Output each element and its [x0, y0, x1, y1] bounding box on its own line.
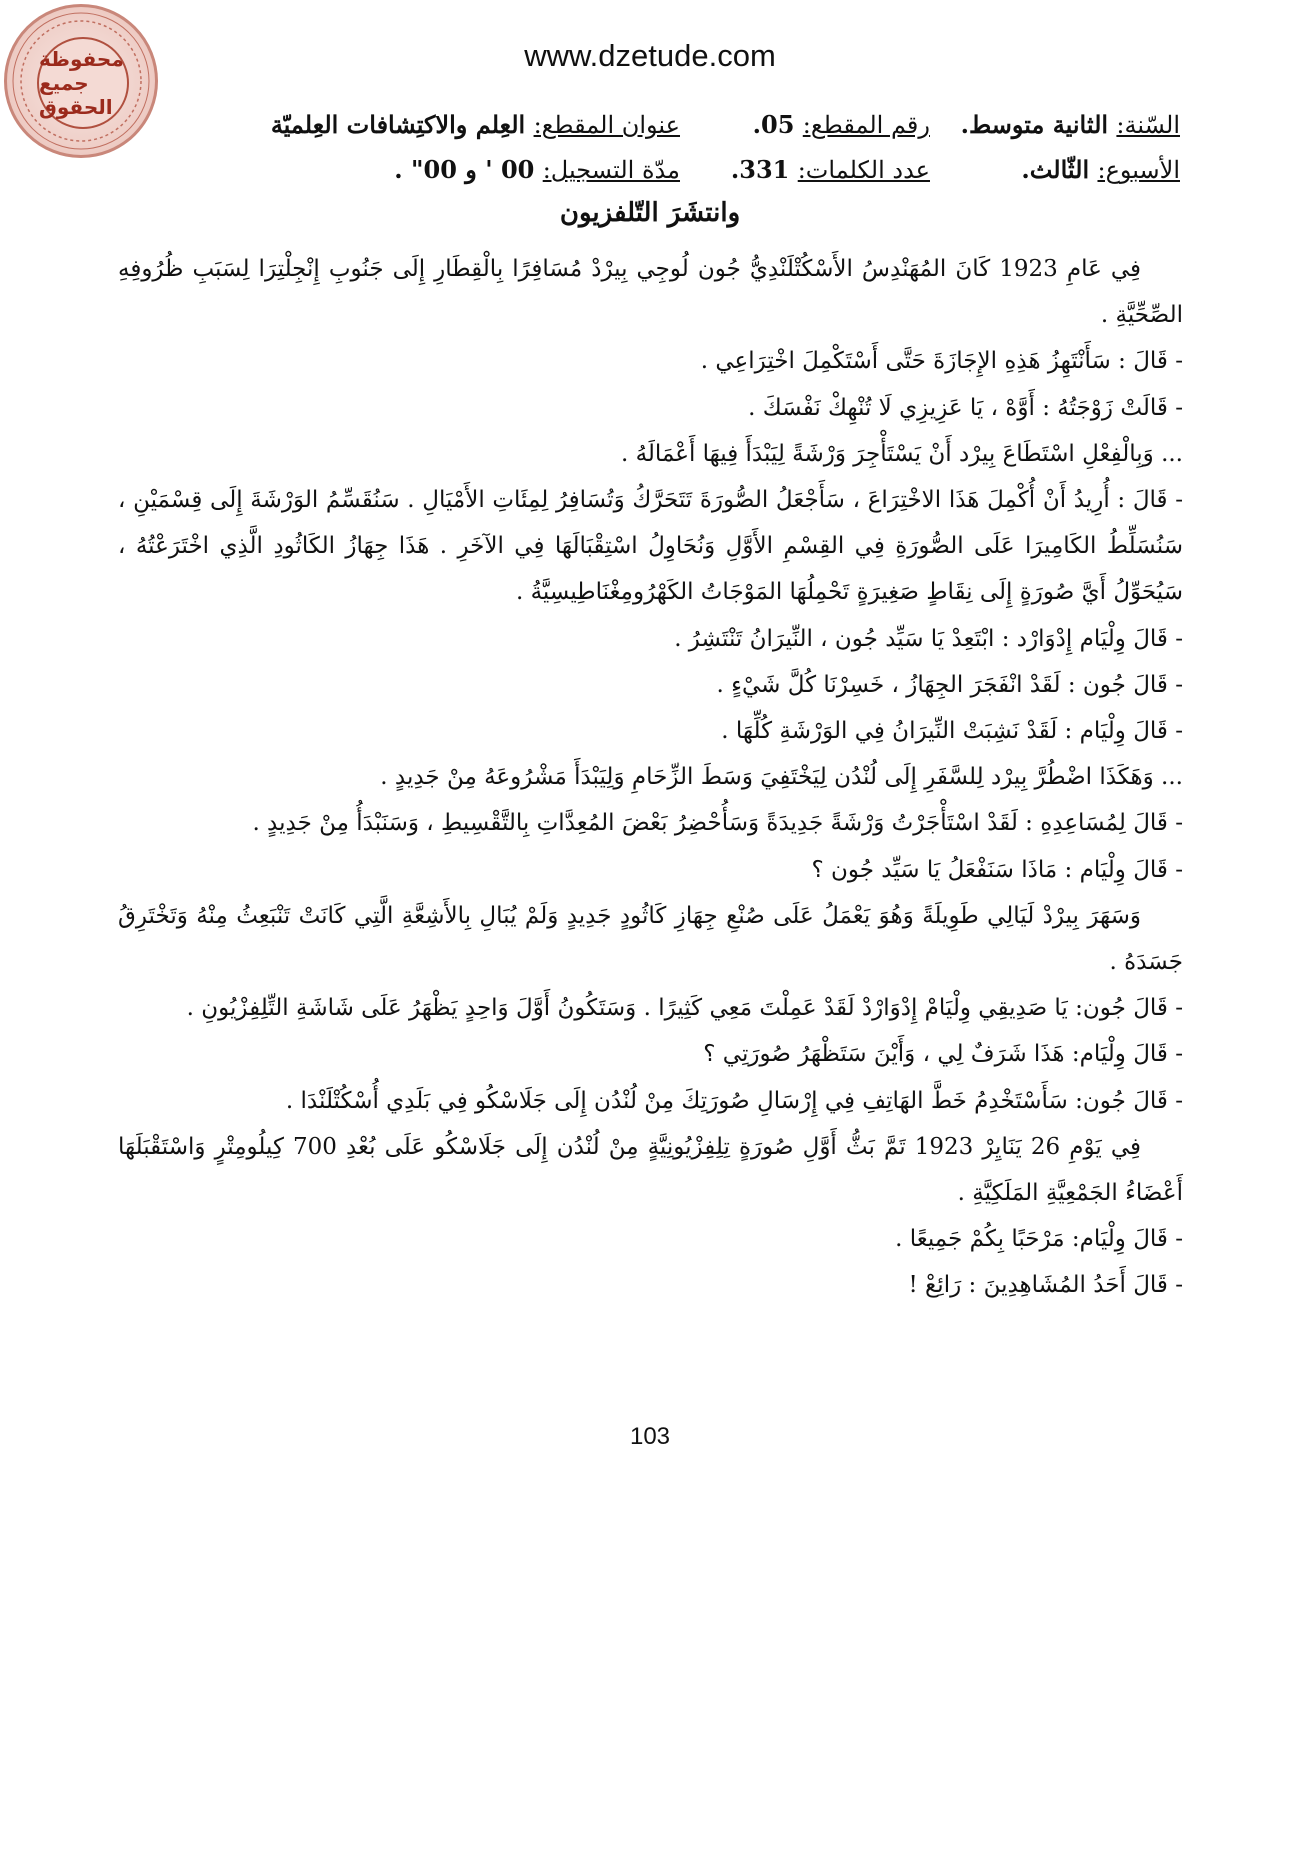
- paragraph: ... وَهَكَذَا اضْطُرَّ بِيرْد لِلسَّفَرِ إِلَى لُنْدُن لِيَخْتَفِيَ وَسَطَ الزِّحَامِ وَلِيَبْدَأَ مَشْرُوعَهُ مِنْ جَدِيدٍ .: [380, 764, 1183, 791]
- week-value: الثّالث.: [1021, 155, 1090, 184]
- paragraph: - قَالَ أَحَدُ المُشَاهِدِينَ : رَائِعْ !: [908, 1272, 1183, 1299]
- unit-title: [271, 110, 680, 139]
- week: [1021, 155, 1180, 184]
- recording-duration: [394, 155, 680, 184]
- paragraph: - قَالَتْ زَوْجَتُهُ : أَوَّهْ ، يَا عَزِيزِي لَا تُنْهِكْ نَفْسَكَ .: [748, 394, 1183, 421]
- unit-title-value: العِلم والاكتِشافات العِلميّة: [270, 110, 526, 139]
- meta-row-1: [180, 110, 1180, 150]
- paragraph: - قَالَ جُون: يَا صَدِيقِي وِلْيَامْ إِدْوَارْدْ لَقَدْ عَمِلْتَ مَعِي كَثِيرًا . وَسَتَكُونُ أَوَّلَ وَاحِدٍ يَظْهَرُ عَلَى شَاشَةِ التِّلِفِزْيُونِ .: [186, 995, 1183, 1022]
- paragraph: - قَالَ لِمُسَاعِدِهِ : لَقَدْ اسْتَأْجَرْتُ وَرْشَةً جَدِيدَةً وَسَأُحْضِرُ بَعْضَ المُعِدَّاتِ بِالتَّقْسِيطِ ، وَسَنَبْدَأُ مِنْ جَدِيدٍ .: [252, 810, 1183, 837]
- word-count-value: 331.: [730, 155, 790, 184]
- paragraph: - قَالَ جُون : لَقَدْ انْفَجَرَ الجِهَازُ ، خَسِرْنَا كُلَّ شَيْءٍ .: [716, 671, 1183, 698]
- paragraph: - قَالَ : سَأَنْتَهِزُ هَذِهِ الإِجَازَةَ حَتَّى أَسْتَكْمِلَ اخْتِرَاعِي .: [700, 348, 1183, 375]
- paragraph: - قَالَ جُون: سَأَسْتَخْدِمُ خَطَّ الهَاتِفِ فِي إِرْسَالِ صُورَتِكَ مِنْ لُنْدُن إِلَى جَلَاسْكُو فِي بَلَدِي أُسْكُتْلَنْدَا .: [285, 1087, 1183, 1114]
- unit-title-label: عنوان المقطع:: [533, 111, 680, 139]
- paragraph: فِي عَامِ 1923 كَانَ المُهَنْدِسُ الأَسْكُتْلَنْدِيُّ جُون لُوجِي بِيرْدْ مُسَافِرًا بِالْقِطَارِ إِلَى جَنُوبِ إِنْجِلْتِرَا لِسَبَبِ ظُرُوفِهِ الصِّحِّيَّةِ .: [118, 256, 1183, 329]
- paragraph: فِي يَوْمِ 26 يَنَايِرْ 1923 تَمَّ بَثُّ أَوَّلِ صُورَةٍ تِلِفِزْيُونِيَّةٍ مِنْ لُنْدُن إِلَى جَلَاسْكُو عَلَى بُعْدِ 700 كِيلُومِتْرٍ وَاسْتَقْبَلَهَا أَعْضَاءُ الجَمْعِيَّةِ المَلَكِيَّةِ .: [118, 1133, 1183, 1207]
- school-year: [961, 110, 1180, 139]
- paragraph: - قَالَ : أُرِيدُ أَنْ أُكْمِلَ هَذَا الاخْتِرَاعَ ، سَأَجْعَلُ الصُّورَةَ تَتَحَرَّكُ وَتُسَافِرُ لِمِئَاتِ الأَمْيَالِ . سَنُقَسِّمُ الوَرْشَةَ إِلَى قِسْمَيْنِ ، سَنُسَلِّطُ الكَامِيرَا عَلَى الصُّورَةِ فِي القِسْمِ الأَوَّلِ وَنُحَاوِلُ اسْتِقْبَالَهَا فِي الآخَرِ . هَذَا جِهَازُ الكَاثُودِ الَّذِي اخْتَرَعْتُهُ ، سَيُحَوِّلُ أَيَّ صُورَةٍ إِلَى نِقَاطٍ صَغِيرَةٍ تَحْمِلُهَا المَوْجَاتُ الكَهْرُومِغْنَاطِيسِيَّةُ .: [118, 487, 1183, 606]
- website-url: www.dzetude.com: [524, 38, 776, 73]
- recording-duration-value: 00 ' و 00" .: [394, 155, 535, 184]
- document-body: [118, 246, 1183, 1309]
- unit-number-value: 05.: [752, 110, 795, 139]
- school-year-value: الثانية متوسط.: [960, 110, 1109, 139]
- unit-number: [753, 110, 930, 139]
- page-number: 103: [629, 1423, 671, 1450]
- paragraph: - قَالَ وِلْيَام : مَاذَا سَنَفْعَلُ يَا سَيِّد جُون ؟: [811, 856, 1183, 883]
- paragraph: - قَالَ وِلْيَام : لَقَدْ نَشِبَتْ النِّيرَانُ فِي الوَرْشَةِ كُلِّهَا .: [721, 718, 1183, 745]
- stamp-text: محفوظة جميع الحقوق: [39, 47, 124, 119]
- word-count: [731, 155, 930, 184]
- paragraph: ... وَبِالْفِعْلِ اسْتَطَاعَ بِيرْد أَنْ يَسْتَأْجِرَ وَرْشَةً لِيَبْدَأَ فِيهَا أَعْمَالَهُ .: [620, 440, 1183, 467]
- document-title: وانتشَرَ التّلفزيون: [559, 198, 741, 228]
- school-year-label: السّنة:: [1116, 111, 1180, 139]
- week-label: الأسبوع:: [1097, 156, 1180, 184]
- paragraph: - قَالَ وِلْيَام إِدْوَارْد : ابْتَعِدْ يَا سَيِّد جُون ، النِّيرَانُ تَنْتَشِرُ .: [674, 625, 1183, 652]
- unit-number-label: رقم المقطع:: [802, 111, 930, 139]
- paragraph: وَسَهَرَ بِيرْدْ لَيَالِي طَوِيلَةً وَهُوَ يَعْمَلُ عَلَى صُنْعِ جِهَازِ كَاثُودٍ جَدِيدٍ وَلَمْ يُبَالِ بِالأَشِعَّةِ الَّتِي كَانَتْ تَنْبَعِثُ مِنْهُ وَتَخْتَرِقُ جَسَدَهُ .: [118, 902, 1183, 976]
- recording-duration-label: مدّة التسجيل:: [542, 156, 680, 184]
- paragraph: - قَالَ وِلْيَام: مَرْحَبًا بِكُمْ جَمِيعًا .: [895, 1226, 1183, 1253]
- paragraph: - قَالَ وِلْيَام: هَذَا شَرَفٌ لِي ، وَأَيْنَ سَتَظْهَرُ صُورَتِي ؟: [703, 1041, 1183, 1068]
- word-count-label: عدد الكلمات:: [797, 156, 930, 184]
- copyright-stamp-logo: [4, 4, 158, 158]
- meta-row-2: [180, 155, 1180, 195]
